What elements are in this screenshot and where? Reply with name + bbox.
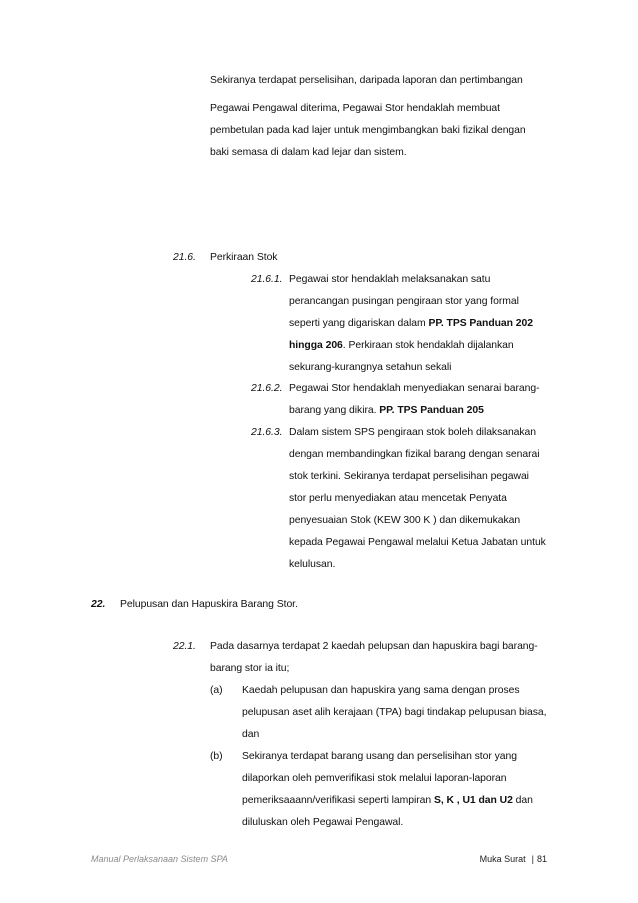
reference-pp-tps-202: PP. TPS Panduan 202	[428, 318, 533, 329]
item-b-line-3-text: pemeriksaaann/verifikasi seperti lampiran	[242, 795, 434, 806]
intro-line-1: Sekiranya terdapat perselisihan, daripada laporan dan pertimbangan	[210, 75, 523, 86]
section-21-6-3-line-7: kelulusan.	[289, 559, 336, 570]
section-22-1-line-2: barang stor ia itu;	[210, 663, 290, 674]
item-b-label: (b)	[210, 751, 223, 762]
section-21-6-3-line-6: kepada Pegawai Pengawal melalui Ketua Jabatan untuk	[289, 537, 546, 548]
item-b-line-1: Sekiranya terdapat barang usang dan perselisihan stor yang	[242, 751, 517, 762]
footer-page-label: Muka Surat	[479, 854, 526, 864]
section-21-6-2-line-1: Pegawai Stor hendaklah menyediakan senarai barang-	[289, 383, 540, 394]
intro-line-2: Pegawai Pengawal diterima, Pegawai Stor hendaklah membuat	[210, 103, 500, 114]
item-b-line-4: diluluskan oleh Pegawai Pengawal.	[242, 817, 404, 828]
item-b-line-2: dilaporkan oleh pemverifikasi stok melalui laporan-laporan	[242, 773, 507, 784]
section-21-6-1-line-4-text: . Perkiraan stok hendaklah dijalankan	[342, 340, 514, 351]
item-b-line-3-tail: dan	[512, 795, 533, 806]
footer-separator: |	[531, 854, 534, 864]
section-22-number: 22.	[91, 599, 106, 610]
footer-page-info	[480, 854, 547, 865]
item-b-line-3	[242, 794, 533, 807]
item-a-line-2: pelupusan aset alih kerajaan (TPA) bagi tindakap pelupusan biasa,	[242, 707, 547, 718]
intro-line-4: baki semasa di dalam kad lejar dan sistem.	[210, 147, 407, 158]
section-21-6-2-line-2	[289, 404, 484, 417]
section-21-6-2-line-2-text: barang yang dikira.	[289, 405, 380, 416]
section-21-6-1-line-5: sekurang-kurangnya setahun sekali	[289, 362, 452, 373]
section-21-6-title: Perkiraan Stok	[210, 252, 278, 263]
section-22-1-number: 22.1.	[173, 641, 196, 652]
section-21-6-1-line-3	[289, 317, 533, 330]
section-21-6-1-line-4	[289, 339, 514, 352]
reference-pp-tps-205: PP. TPS Panduan 205	[379, 405, 484, 416]
item-a-line-1: Kaedah pelupusan dan hapuskira yang sama dengan proses	[242, 685, 520, 696]
section-21-6-3-line-2: dengan membandingkan fizikal barang dengan senarai	[289, 449, 540, 460]
section-21-6-3-line-5: penyesuaian Stok (KEW 300 K ) dan dikemukakan	[289, 515, 521, 526]
reference-lampiran: S, K , U1 dan U2	[433, 795, 513, 806]
footer-manual-title: Manual Perlaksanaan Sistem SPA	[91, 854, 228, 864]
item-a-label: (a)	[210, 685, 223, 696]
section-22-1-line-1: Pada dasarnya terdapat 2 kaedah pelupsan dan hapuskira bagi barang-	[210, 641, 538, 652]
section-21-6-3-line-1: Dalam sistem SPS pengiraan stok boleh dilaksanakan	[289, 427, 537, 438]
section-22-title: Pelupusan dan Hapuskira Barang Stor.	[120, 599, 298, 610]
section-21-6-1-number: 21.6.1.	[251, 274, 283, 285]
section-21-6-1-line-2: perancangan pusingan pengiraan stor yang formal	[289, 296, 519, 307]
section-21-6-number: 21.6.	[173, 252, 196, 263]
section-21-6-1-line-1: Pegawai stor hendaklah melaksanakan satu	[289, 274, 491, 285]
section-21-6-3-number: 21.6.3.	[251, 427, 283, 438]
section-21-6-3-line-4: stor perlu menyediakan atau mencetak Penyata	[289, 493, 507, 504]
item-a-line-3: dan	[242, 729, 260, 740]
footer-page-number: 81	[536, 854, 547, 864]
section-21-6-3-line-3: stok terkini. Sekiranya terdapat perselisihan pegawai	[289, 471, 529, 482]
section-21-6-2-number: 21.6.2.	[251, 383, 283, 394]
intro-line-3: pembetulan pada kad lajer untuk mengimbangkan baki fizikal dengan	[210, 125, 526, 136]
section-21-6-1-line-3-text: seperti yang digariskan dalam	[289, 318, 429, 329]
reference-hingga-206: hingga 206	[289, 340, 343, 351]
